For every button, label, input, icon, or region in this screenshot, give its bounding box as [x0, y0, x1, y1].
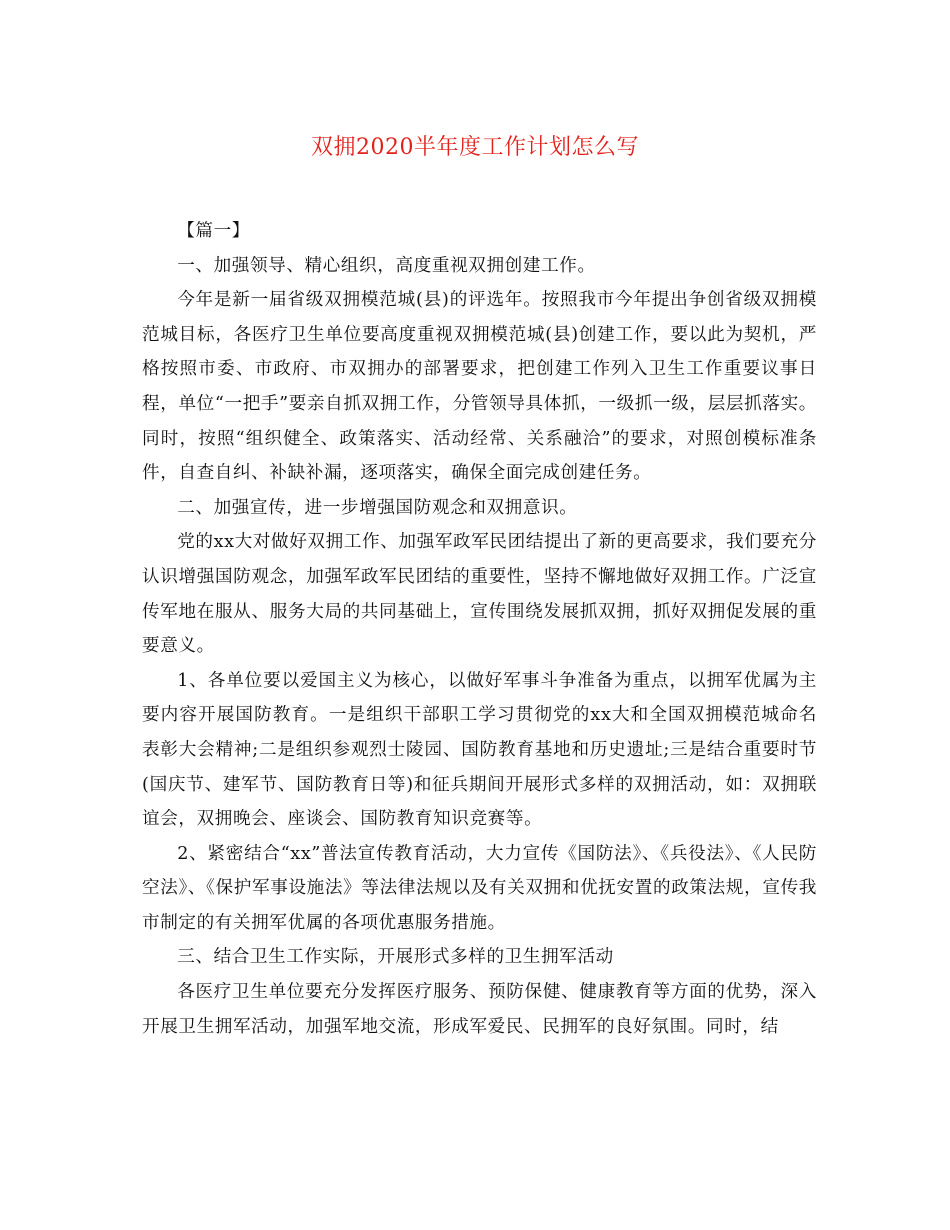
heading-1: 一、加强领导、精心组织，高度重视双拥创建工作。	[177, 255, 596, 276]
paragraph: 各医疗卫生单位要充分发挥医疗服务、预防保健、健康教育等方面的优势，深入开展卫生拥军活动，加强军地交流，形成军爱民、民拥军的良好氛围。同时，结	[142, 982, 817, 1037]
document-body	[142, 214, 817, 1044]
heading-2: 二、加强宣传，进一步增强国防观念和双拥意识。	[177, 497, 578, 518]
heading-3: 三、结合卫生工作实际，开展形式多样的卫生拥军活动	[177, 947, 614, 968]
section-label: 【篇一】	[177, 221, 250, 241]
paragraph: 党的xx大对做好双拥工作、加强军政军民团结提出了新的更高要求，我们要充分认识增强国防观念，加强军政军民团结的重要性，坚持不懈地做好双拥工作。广泛宣传军地在服从、服务大局的共同基础上，宣传围绕发展抓双拥，抓好双拥促发展的重要意义。	[142, 532, 817, 657]
paragraph: 今年是新一届省级双拥模范城(县)的评选年。按照我市今年提出争创省级双拥模范城目标，各医疗卫生单位要高度重视双拥模范城(县)创建工作，要以此为契机，严格按照市委、市政府、市双拥办的部署要求，把创建工作列入卫生工作重要议事日程，单位“一把手”要亲自抓双拥工作，分管领导具体抓，一级抓一级，层层抓落实。同时，按照“组织健全、政策落实、活动经常、关系融洽”的要求，对照创模标准条件，自查自纠、补缺补漏，逐项落实，确保全面完成创建任务。	[142, 290, 817, 484]
paragraph: 2、紧密结合“xx”普法宣传教育活动，大力宣传《国防法》、《兵役法》、《人民防空法》、《保护军事设施法》等法律法规以及有关双拥和优抚安置的政策法规，宣传我市制定的有关拥军优属的各项优惠服务措施。	[142, 843, 817, 933]
paragraph: 1、各单位要以爱国主义为核心，以做好军事斗争准备为重点，以拥军优属为主要内容开展国防教育。一是组织干部职工学习贯彻党的xx大和全国双拥模范城命名表彰大会精神;二是组织参观烈士陵园、国防教育基地和历史遗址;三是结合重要时节(国庆节、建军节、国防教育日等)和征兵期间开展形式多样的双拥活动，如：双拥联谊会，双拥晚会、座谈会、国防教育知识竞赛等。	[142, 670, 817, 830]
document-title: 双拥2020半年度工作计划怎么写	[311, 135, 639, 160]
